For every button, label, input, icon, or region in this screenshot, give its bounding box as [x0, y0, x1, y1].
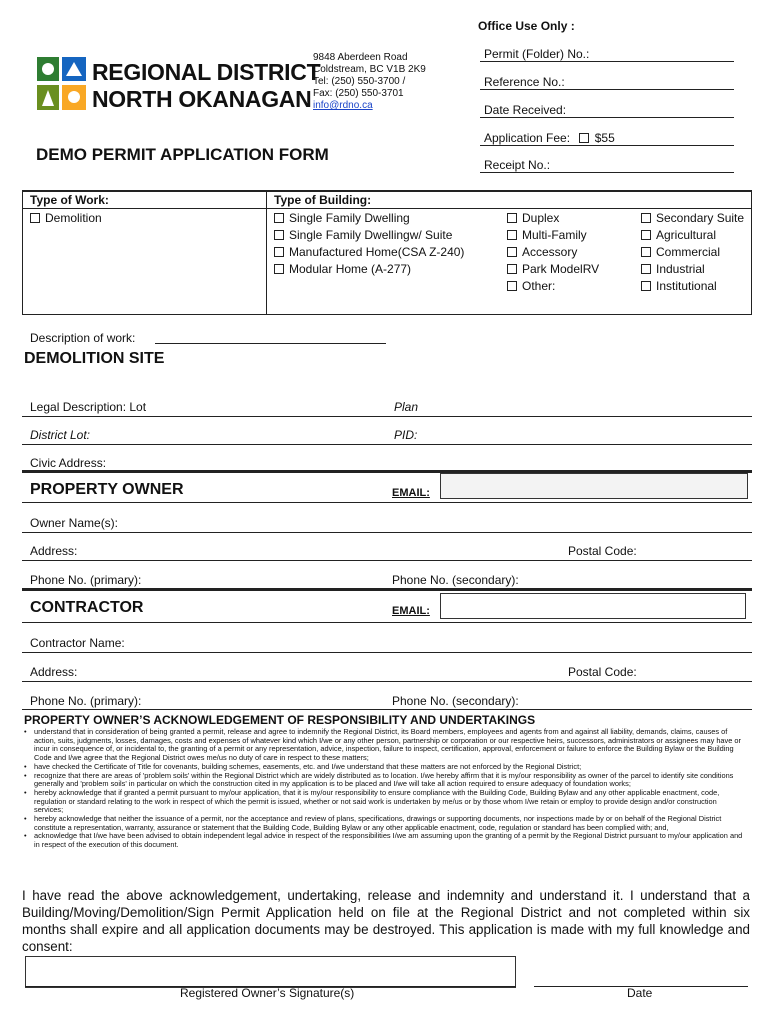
org-contact	[313, 52, 426, 112]
org-fax: Fax: (250) 550-3701	[313, 88, 404, 99]
org-address-line2: Coldstream, BC V1B 2K9	[313, 64, 426, 75]
date-received-line[interactable]	[480, 117, 734, 118]
checkbox[interactable]	[507, 213, 517, 223]
table-bottom-border	[22, 314, 752, 315]
description-input-line[interactable]	[155, 343, 386, 344]
building-option-commercial[interactable]	[641, 245, 720, 259]
checkbox[interactable]	[274, 247, 284, 257]
rdno-logo	[36, 56, 88, 112]
acknowledgement-item: • recognize that there are areas of 'problem soils' within the Regional District which are widely distributed as to location. I/we hereby affirm that it is my/our responsibility as owner of the parcel to identify site conditions generally and 'problem soils' in particular on which the construction cited in my application is to be placed and I/we will take all action required to ensure adequacy of foundation works;	[22, 772, 746, 789]
acknowledgement-list	[22, 728, 746, 850]
building-option-manufactured-home[interactable]	[274, 245, 464, 259]
org-tel: Tel: (250) 550-3700 /	[313, 76, 406, 87]
plan-label: Plan	[394, 400, 419, 414]
option-label: Modular Home (A-277)	[289, 262, 412, 276]
checkbox[interactable]	[641, 281, 651, 291]
option-label: Park ModelRV	[522, 262, 600, 276]
property-owner-heading: PROPERTY OWNER	[30, 481, 184, 498]
reference-no-label: Reference No.:	[484, 75, 565, 89]
option-label: Manufactured Home(CSA Z-240)	[289, 245, 465, 259]
acknowledgement-heading: PROPERTY OWNER’S ACKNOWLEDGEMENT OF RESPONSIBILITY AND UNDERTAKINGS	[24, 713, 536, 727]
district-lot-label: District Lot:	[30, 428, 91, 442]
table-right-border	[751, 191, 752, 315]
building-option-industrial[interactable]	[641, 262, 705, 276]
checkbox[interactable]	[274, 213, 284, 223]
contractor-phone-secondary-label: Phone No. (secondary):	[392, 694, 519, 708]
contractor-phone-primary-label: Phone No. (primary):	[30, 694, 142, 708]
acknowledgement-item: • understand that in consideration of being granted a permit, release and agree to indemnify the Regional District, its Board members, employees and agents from and against all liability, demands, claims, causes of action, suits, judgments, losses, damages, costs and expenses of whatever kind which I/we or any other person, partnership or corporation or our respective heirs, successors, administrators or assignees may have or incur in consequence of, or incidental to, the granting of a permit or any representation, advice, inspection, failure to inspect, certification, approval, enforcement or failure to enforce the Building Bylaw or the Building Code and I/we agree that the Regional District owes me/us no duty of care in respect to these matters;	[22, 728, 746, 763]
option-label: Multi-Family	[522, 228, 587, 242]
checkbox[interactable]	[507, 230, 517, 240]
table-mid-border	[266, 191, 267, 315]
contractor-email-input[interactable]	[440, 593, 746, 619]
consent-statement: I have read the above acknowledgement, undertaking, release and indemnity and understand it. I understand that a Building/Moving/Demolition/Sign Permit Application held on file at the Regional District and not completed within six months shall expire and all application documents may be destroyed. This application is made with my full knowledge and consent:	[22, 888, 750, 954]
work-option-demolition[interactable]	[30, 211, 102, 225]
checkbox[interactable]	[30, 213, 40, 223]
legal-line[interactable]	[22, 416, 752, 417]
form-title: DEMO PERMIT APPLICATION FORM	[36, 145, 329, 164]
owner-email-label: EMAIL:	[392, 487, 430, 499]
org-email-link[interactable]: info@rdno.ca	[313, 100, 373, 111]
option-label: Single Family Dwellingw/ Suite	[289, 228, 453, 242]
permit-no-label: Permit (Folder) No.:	[484, 47, 590, 61]
checkbox[interactable]	[641, 213, 651, 223]
building-option-multi-family[interactable]	[507, 228, 587, 242]
signature-input[interactable]	[25, 956, 516, 988]
permit-no-line[interactable]	[480, 61, 734, 62]
contractor-email-label: EMAIL:	[392, 605, 430, 617]
office-use-title: Office Use Only :	[478, 19, 575, 33]
checkbox[interactable]	[507, 281, 517, 291]
building-option-other[interactable]	[507, 279, 555, 293]
owner-address-label: Address:	[30, 544, 78, 558]
building-option-single-family-suite[interactable]	[274, 228, 452, 242]
owner-names-label: Owner Name(s):	[30, 516, 119, 530]
table-header-divider	[22, 208, 752, 209]
building-option-park-model-rv[interactable]	[507, 262, 599, 276]
acknowledgement-item: • hereby acknowledge that if granted a permit pursuant to my/our application, that it is my/our responsibility to ensure compliance with the Building Code, Building Bylaw and any other applicable enactment, code, regulation or standard relating to the work in respect of which the permit is issued, whether or not said work is undertaken by me/us or by those whom I/we retain or employ to provide design and/or construction services;	[22, 789, 746, 815]
fee-checkbox[interactable]	[579, 133, 589, 143]
building-option-modular-home[interactable]	[274, 262, 411, 276]
date-received-label: Date Received:	[484, 103, 567, 117]
option-label: Secondary Suite	[656, 211, 745, 225]
pid-label: PID:	[394, 428, 418, 442]
district-lot-line[interactable]	[22, 444, 752, 445]
date-label: Date	[627, 986, 653, 1000]
building-option-secondary-suite[interactable]	[641, 211, 744, 225]
owner-phone-secondary-label: Phone No. (secondary):	[392, 573, 519, 587]
reference-no-line[interactable]	[480, 89, 734, 90]
contractor-heading: CONTRACTOR	[30, 599, 144, 616]
checkbox[interactable]	[641, 230, 651, 240]
contractor-heading-line	[22, 622, 752, 623]
checkbox[interactable]	[641, 247, 651, 257]
contractor-address-line[interactable]	[22, 681, 752, 682]
checkbox[interactable]	[641, 264, 651, 274]
contractor-bottom-rule	[22, 709, 752, 710]
acknowledgement-item: • have checked the Certificate of Title for covenants, building schemes, easements, etc. and I/we understand that these matters are not enforced by the Regional District;	[22, 763, 746, 772]
contractor-name-line[interactable]	[22, 652, 752, 653]
org-name-line2: NORTH OKANAGAN	[92, 86, 312, 112]
type-of-building-header: Type of Building:	[274, 193, 372, 207]
receipt-no-line[interactable]	[480, 172, 734, 173]
type-of-work-header: Type of Work:	[30, 193, 109, 207]
table-left-border	[22, 191, 23, 315]
option-label: Industrial	[656, 262, 705, 276]
application-fee-line	[480, 145, 734, 146]
application-fee-row	[484, 131, 615, 145]
acknowledgement-item: • hereby acknowledge that neither the issuance of a permit, nor the acceptance and review of plans, specifications, drawings or supporting documents, nor inspections made by or on behalf of the Regional District constitute a representation, warranty, assurance or statement that the Building Code, Building Bylaw or any other applicable enactment, code, regulation or standard has been complied with; and,	[22, 815, 746, 832]
building-option-single-family[interactable]	[274, 211, 410, 225]
owner-address-line[interactable]	[22, 560, 752, 561]
civic-address-label: Civic Address:	[30, 456, 107, 470]
owner-email-input[interactable]	[440, 473, 748, 499]
checkbox[interactable]	[274, 230, 284, 240]
building-option-duplex[interactable]	[507, 211, 559, 225]
receipt-no-label: Receipt No.:	[484, 158, 551, 172]
option-label: Single Family Dwelling	[289, 211, 410, 225]
legal-description-label: Legal Description: Lot	[30, 400, 147, 414]
checkbox[interactable]	[507, 264, 517, 274]
contractor-postal-label: Postal Code:	[568, 665, 637, 679]
building-option-agricultural[interactable]	[641, 228, 716, 242]
checkbox[interactable]	[274, 264, 284, 274]
owner-heading-line	[22, 502, 752, 503]
option-label: Demolition	[45, 211, 102, 225]
owner-names-line[interactable]	[22, 532, 752, 533]
org-address-line1: 9848 Aberdeen Road	[313, 52, 408, 63]
option-label: Other:	[522, 279, 556, 293]
application-fee-label: Application Fee:	[484, 131, 571, 145]
checkbox[interactable]	[507, 247, 517, 257]
contractor-name-label: Contractor Name:	[30, 636, 125, 650]
org-name-line1: REGIONAL DISTRICT	[92, 59, 321, 85]
option-label: Duplex	[522, 211, 560, 225]
owner-phone-primary-label: Phone No. (primary):	[30, 573, 142, 587]
demolition-site-heading: DEMOLITION SITE	[24, 350, 165, 367]
fee-amount: $55	[594, 131, 615, 145]
option-label: Commercial	[656, 245, 721, 259]
building-option-accessory[interactable]	[507, 245, 577, 259]
option-label: Accessory	[522, 245, 578, 259]
table-top-border	[22, 190, 752, 192]
option-label: Agricultural	[656, 228, 717, 242]
description-label: Description of work:	[30, 331, 136, 345]
option-label: Institutional	[656, 279, 717, 293]
building-option-institutional[interactable]	[641, 279, 717, 293]
contractor-address-label: Address:	[30, 665, 78, 679]
signature-label: Registered Owner’s Signature(s)	[180, 986, 355, 1000]
owner-postal-label: Postal Code:	[568, 544, 637, 558]
acknowledgement-item: • acknowledge that I/we have been advised to obtain independent legal advice in respect of the responsibilities I/we am assuming upon the granting of a permit by the Regional District pursuant to my/our application and in respect of the execution of this document.	[22, 832, 746, 849]
owner-bottom-rule	[22, 588, 752, 591]
